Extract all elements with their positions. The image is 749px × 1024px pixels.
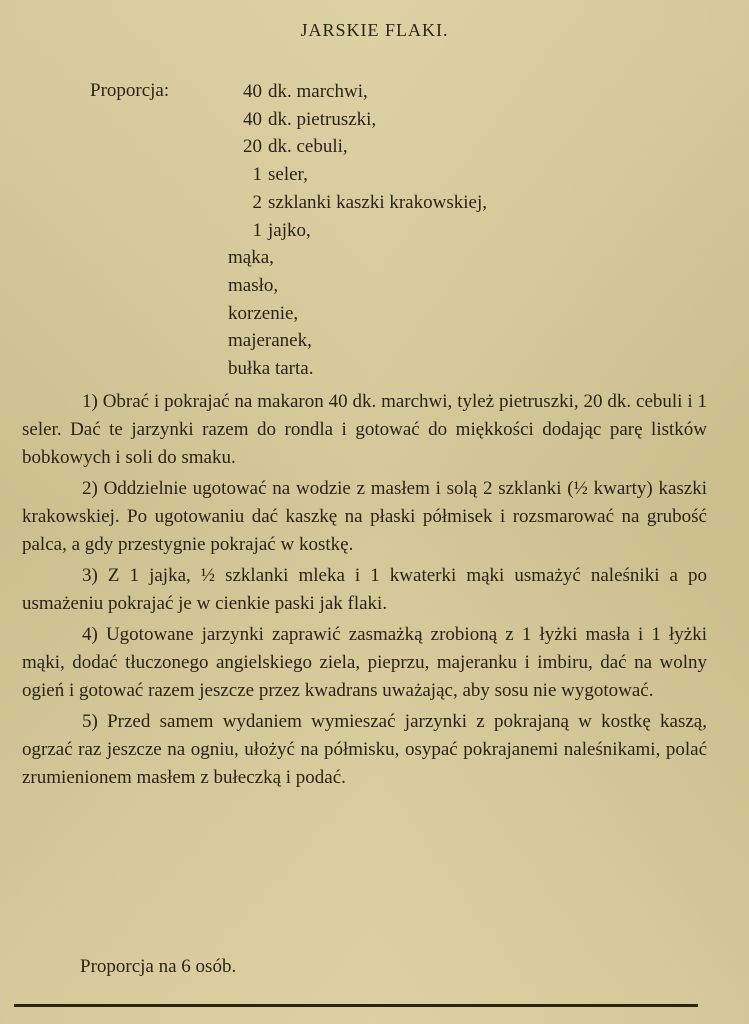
ingredient-qty: 40 [243, 81, 262, 102]
ingredient-text: jajko, [268, 219, 311, 241]
ingredient-item [228, 300, 487, 328]
step-4: 4) Ugotowane jarzynki zaprawić zasmażką zrobioną z 1 łyżki masła i 1 łyżki mąki, dodać tłuczonego angielskiego ziela, pieprzu, majeranku i imbiru, dać na wolny ogień i gotować razem jeszcze przez kwadrans uważając, aby sosu nie wygotować. [22, 624, 707, 701]
ingredient-item [228, 355, 487, 383]
ingredient-qty: 2 [252, 191, 262, 213]
ingredient-text: szklanki kaszki krakowskiej, [268, 191, 487, 213]
step-5: 5) Przed samem wydaniem wymieszać jarzynki z pokrajaną w kostkę kaszą, ogrzać raz jeszcze na ogniu, ułożyć na półmisku, osypać pokrajanemi naleśnikami, polać zrumienionem masłem z bułeczką i podać. [22, 711, 707, 788]
ingredient-text: seler, [268, 164, 308, 186]
step-2: 2) Oddzielnie ugotować na wodzie z masłem i solą 2 szklanki (½ kwarty) kaszki krakowskiej. Po ugotowaniu dać kaszkę na płaski półmisek i rozsmarować na grubość palca, a gdy przestygnie pokrajać w kostkę. [22, 478, 707, 555]
proportion-label: Proporcja: [90, 80, 170, 101]
ingredient-item [228, 78, 487, 106]
recipe-steps [22, 388, 707, 795]
ingredient-text: dk. marchwi, [268, 81, 368, 102]
ingredient-qty: 40 [243, 108, 262, 130]
ingredient-text: bułka tarta. [228, 358, 314, 380]
ingredient-item [228, 272, 487, 300]
ingredient-text: dk. cebuli, [268, 136, 348, 158]
bottom-rule [14, 1004, 698, 1007]
servings-note: Proporcja na 6 osób. [80, 956, 237, 977]
ingredient-item [228, 217, 487, 245]
ingredient-item [228, 161, 487, 189]
ingredient-item [228, 106, 487, 134]
ingredient-text: mąka, [228, 247, 274, 269]
recipe-title: JARSKIE FLAKI. [300, 20, 449, 40]
ingredient-text: korzenie, [228, 302, 299, 324]
ingredient-text: masło, [228, 274, 279, 296]
ingredient-item [228, 133, 487, 161]
ingredient-qty: 1 [252, 219, 262, 241]
ingredient-item [228, 327, 487, 355]
ingredient-qty: 20 [243, 136, 262, 158]
step-3: 3) Z 1 jajka, ½ szklanki mleka i 1 kwaterki mąki usmażyć naleśniki a po usmażeniu pokrajać je w cienkie paski jak flaki. [22, 565, 707, 614]
ingredient-list [228, 78, 487, 383]
ingredient-qty: 1 [252, 164, 262, 186]
ingredient-text: dk. pietruszki, [268, 108, 377, 130]
step-1: 1) Obrać i pokrajać na makaron 40 dk. marchwi, tyleż pietruszki, 20 dk. cebuli i 1 seler. Dać te jarzynki razem do rondla i gotować do miękkości dodając parę listków bobkowych i soli do smaku. [22, 391, 707, 468]
ingredient-item [228, 244, 487, 272]
ingredient-text: majeranek, [228, 330, 312, 352]
ingredient-item [228, 189, 487, 217]
